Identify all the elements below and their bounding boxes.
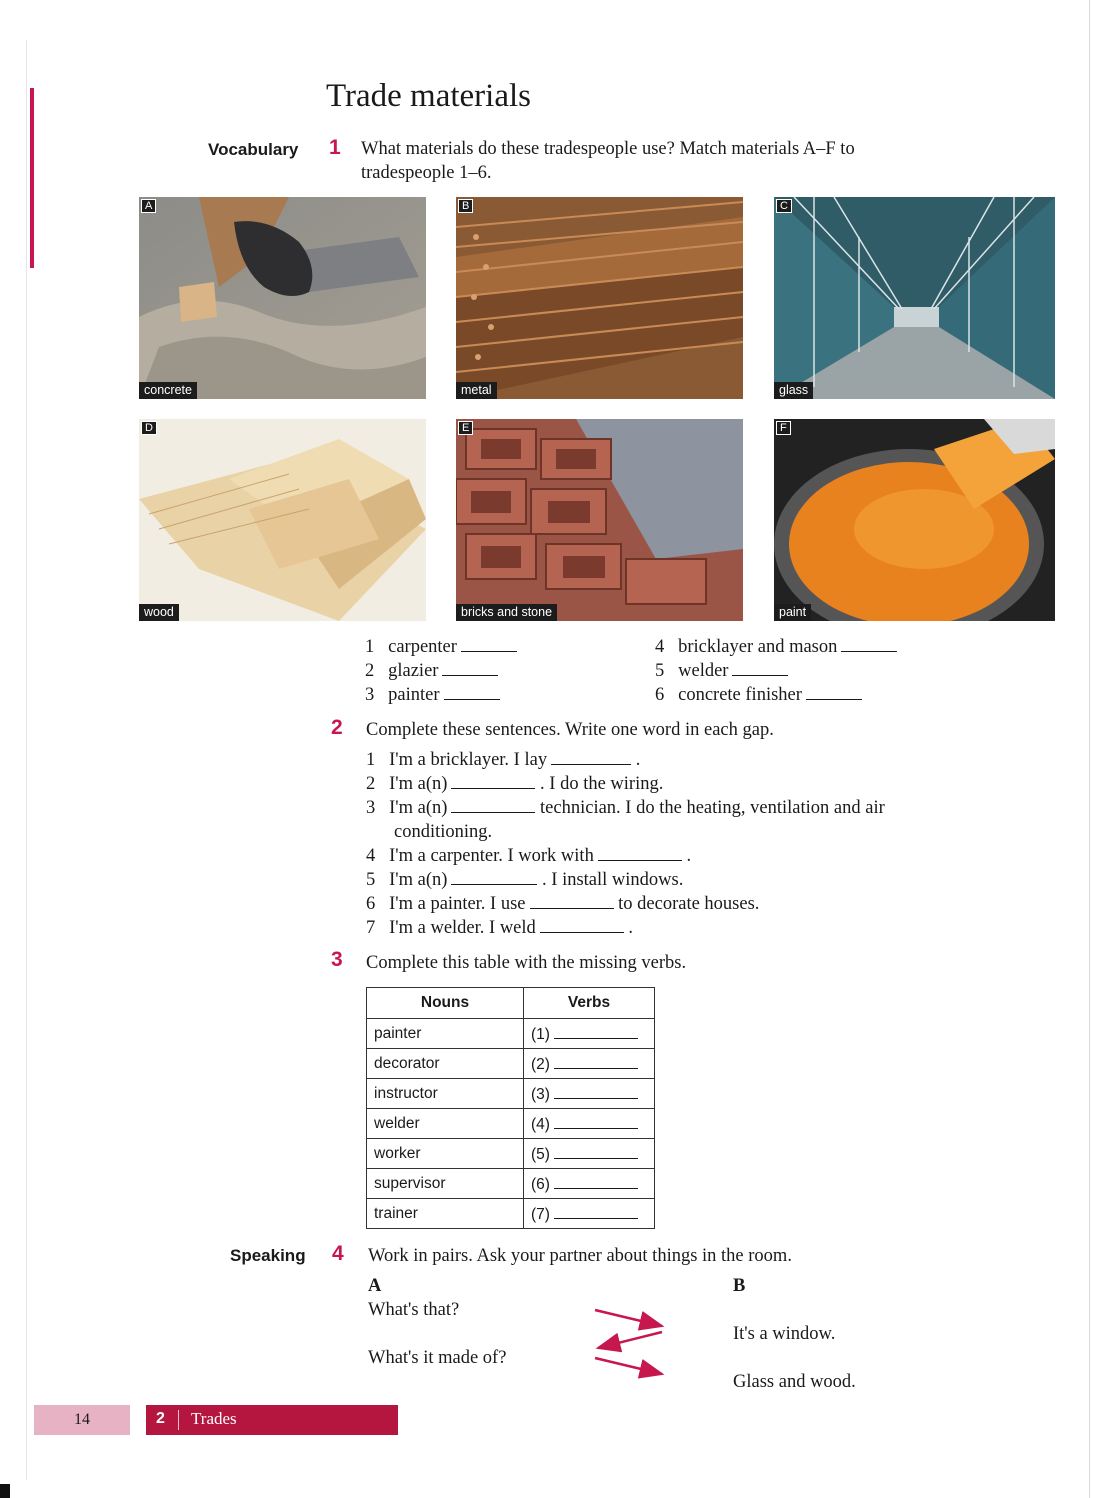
- exercise-number-3: 3: [331, 948, 343, 971]
- speaker-b-label: B: [733, 1276, 746, 1296]
- verb-cell[interactable]: (1): [524, 1019, 655, 1049]
- exercise-3-instruction: Complete this table with the missing verbs.: [366, 953, 687, 973]
- unit-title: Trades: [191, 1409, 237, 1428]
- answer-blank[interactable]: [554, 1084, 638, 1099]
- column-header-nouns: Nouns: [367, 988, 524, 1019]
- list-item: 7 I'm a welder. I weld .: [366, 918, 634, 938]
- arrow-left-icon: [598, 1332, 662, 1348]
- answer-blank[interactable]: [442, 661, 498, 676]
- answer-blank[interactable]: [598, 846, 682, 861]
- list-item: 1 I'm a bricklayer. I lay .: [366, 750, 641, 770]
- section-label-speaking: Speaking: [230, 1246, 306, 1265]
- unit-divider: [178, 1410, 179, 1430]
- list-item: 2 I'm a(n) . I do the wiring.: [366, 774, 664, 794]
- verb-cell[interactable]: (2): [524, 1049, 655, 1079]
- photo-caption: paint: [774, 604, 811, 621]
- list-item: 6 I'm a painter. I use to decorate houses.: [366, 894, 760, 914]
- table-row: [367, 1019, 655, 1049]
- answer-blank[interactable]: [461, 637, 517, 652]
- corner-mark: [0, 1484, 10, 1498]
- answer-blank[interactable]: [554, 1174, 638, 1189]
- verb-cell[interactable]: (5): [524, 1139, 655, 1169]
- answer-blank[interactable]: [540, 918, 624, 933]
- metal-image: [456, 197, 743, 399]
- answer-blank[interactable]: [551, 750, 631, 765]
- exercise-4-instruction: Work in pairs. Ask your partner about things in the room.: [368, 1246, 792, 1266]
- dialogue-arrows: [590, 1302, 670, 1382]
- table-row: [367, 1139, 655, 1169]
- concrete-image: [139, 197, 426, 399]
- answer-blank[interactable]: [554, 1204, 638, 1219]
- photo-caption: glass: [774, 382, 813, 399]
- photo-caption: metal: [456, 382, 497, 399]
- photo-letter: F: [776, 421, 791, 435]
- noun-cell: decorator: [367, 1049, 524, 1079]
- list-item: 5 welder: [655, 659, 897, 683]
- noun-cell: supervisor: [367, 1169, 524, 1199]
- list-item: 2 glazier: [365, 659, 517, 683]
- photo-letter: C: [776, 199, 792, 213]
- noun-cell: painter: [367, 1019, 524, 1049]
- instruction-line-2: tradespeople 1–6.: [361, 163, 492, 183]
- table-row: [367, 1109, 655, 1139]
- glass-image: [774, 197, 1055, 399]
- speaker-a-label: A: [368, 1276, 382, 1296]
- exercise-number-4: 4: [332, 1242, 344, 1265]
- exercise-number-1: 1: [329, 136, 341, 159]
- section-label-vocabulary: Vocabulary: [208, 140, 299, 159]
- photo-letter: D: [141, 421, 157, 435]
- unit-banner: [146, 1405, 398, 1435]
- instruction-line-1: What materials do these tradespeople use? Match materials A–F to: [361, 139, 855, 159]
- list-item: 4 bricklayer and mason: [655, 635, 897, 659]
- verbs-table-wrapper: [366, 987, 655, 1229]
- bricks-image: [456, 419, 743, 621]
- answer-blank[interactable]: [732, 661, 788, 676]
- exercise-2-instruction: Complete these sentences. Write one word in each gap.: [366, 720, 774, 740]
- photo-letter: B: [458, 199, 473, 213]
- answer-blank[interactable]: [554, 1054, 638, 1069]
- noun-cell: worker: [367, 1139, 524, 1169]
- table-header-row: [367, 988, 655, 1019]
- trades-list-left: [365, 635, 517, 707]
- photo-wood: [139, 419, 426, 621]
- answer-blank[interactable]: [554, 1024, 638, 1039]
- speaker-a-line-2: What's it made of?: [368, 1348, 507, 1368]
- arrow-right-icon: [595, 1310, 662, 1326]
- paint-image: [774, 419, 1055, 621]
- trades-list-right: [655, 635, 897, 707]
- unit-number: 2: [156, 1410, 165, 1427]
- photo-caption: wood: [139, 604, 179, 621]
- photo-metal: [456, 197, 743, 399]
- page-edge-line: [26, 40, 27, 1480]
- table-row: [367, 1079, 655, 1109]
- table-row: [367, 1169, 655, 1199]
- arrow-right-icon: [595, 1358, 662, 1374]
- page-margin-bar: [30, 88, 34, 268]
- photo-letter: A: [141, 199, 156, 213]
- list-item: 1 carpenter: [365, 635, 517, 659]
- table-row: [367, 1199, 655, 1229]
- photo-concrete: [139, 197, 426, 399]
- list-item: 5 I'm a(n) . I install windows.: [366, 870, 684, 890]
- page-title: Trade materials: [326, 78, 531, 114]
- photo-bricks-stone: [456, 419, 743, 621]
- verb-cell[interactable]: (7): [524, 1199, 655, 1229]
- exercise-1-instruction: [361, 137, 855, 185]
- list-item: 6 concrete finisher: [655, 683, 897, 707]
- answer-blank[interactable]: [806, 685, 862, 700]
- noun-cell: welder: [367, 1109, 524, 1139]
- answer-blank[interactable]: [530, 894, 614, 909]
- table-row: [367, 1049, 655, 1079]
- photo-caption: concrete: [139, 382, 197, 399]
- answer-blank[interactable]: [451, 870, 537, 885]
- verbs-table: [366, 987, 655, 1229]
- page-number: 14: [34, 1405, 130, 1435]
- photo-paint: [774, 419, 1055, 621]
- list-item: 3 I'm a(n) technician. I do the heating, ventilation and air: [366, 798, 885, 818]
- noun-cell: instructor: [367, 1079, 524, 1109]
- verb-cell[interactable]: (3): [524, 1079, 655, 1109]
- speaker-b-line-2: Glass and wood.: [733, 1372, 856, 1392]
- photo-caption: bricks and stone: [456, 604, 557, 621]
- answer-blank[interactable]: [841, 637, 897, 652]
- verb-cell[interactable]: (4): [524, 1109, 655, 1139]
- verb-cell[interactable]: (6): [524, 1169, 655, 1199]
- column-header-verbs: Verbs: [524, 988, 655, 1019]
- speaker-b-line-1: It's a window.: [733, 1324, 836, 1344]
- exercise-number-2: 2: [331, 716, 343, 739]
- list-item: 3 painter: [365, 683, 517, 707]
- list-item-continuation: conditioning.: [394, 822, 493, 842]
- answer-blank[interactable]: [554, 1144, 638, 1159]
- answer-blank[interactable]: [451, 798, 535, 813]
- speaker-a-line-1: What's that?: [368, 1300, 460, 1320]
- photo-letter: E: [458, 421, 473, 435]
- noun-cell: trainer: [367, 1199, 524, 1229]
- exercise-2-sentences: [366, 748, 885, 940]
- answer-blank[interactable]: [554, 1114, 638, 1129]
- list-item: 4 I'm a carpenter. I work with .: [366, 846, 692, 866]
- answer-blank[interactable]: [451, 774, 535, 789]
- wood-image: [139, 419, 426, 621]
- page-right-edge: [1089, 0, 1090, 1498]
- photo-glass: [774, 197, 1055, 399]
- answer-blank[interactable]: [444, 685, 500, 700]
